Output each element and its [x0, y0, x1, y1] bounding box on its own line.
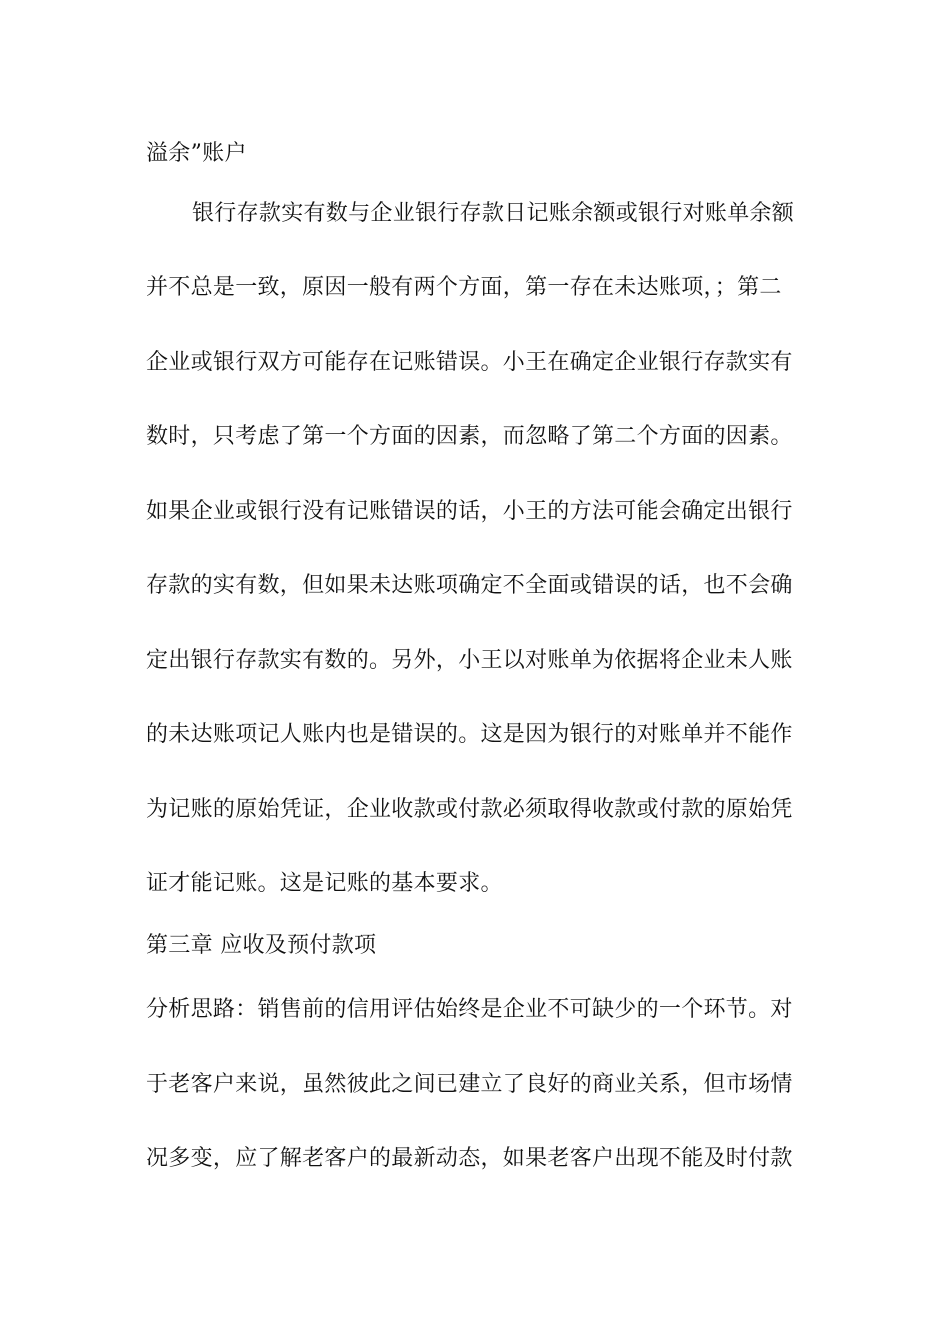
text-line: 况多变，应了解老客户的最新动态，如果老客户出现不能及时付款	[146, 1146, 793, 1171]
text-line: 的未达账项记人账内也是错误的。这是因为银行的对账单并不能作	[146, 722, 793, 747]
text-line: 存款的实有数，但如果未达账项确定不全面或错误的话，也不会确	[146, 573, 793, 598]
text-line: 溢余”账户	[146, 141, 247, 166]
paragraph-first-line: 银行存款实有数与企业银行存款日记账余额或银行对账单余额	[192, 201, 795, 226]
text-line: 定出银行存款实有数的。另外，小王以对账单为依据将企业未人账	[146, 648, 793, 673]
chapter-heading: 第三章 应收及预付款项	[146, 933, 377, 958]
text-line: 证才能记账。这是记账的基本要求。	[146, 871, 503, 896]
text-line: 如果企业或银行没有记账错误的话，小王的方法可能会确定出银行	[146, 499, 793, 524]
text-line: 数时，只考虑了第一个方面的因素，而忽略了第二个方面的因素。	[146, 424, 793, 449]
text-line: 于老客户来说，虽然彼此之间已建立了良好的商业关系，但市场情	[146, 1072, 793, 1097]
text-line: 并不总是一致，原因一般有两个方面，第一存在未达账项，；第二	[146, 275, 782, 300]
text-line: 企业或银行双方可能存在记账错误。小王在确定企业银行存款实有	[146, 350, 793, 375]
text-line: 分析思路：销售前的信用评估始终是企业不可缺少的一个环节。对	[146, 997, 793, 1022]
text-line: 为记账的原始凭证，企业收款或付款必须取得收款或付款的原始凭	[146, 797, 793, 822]
